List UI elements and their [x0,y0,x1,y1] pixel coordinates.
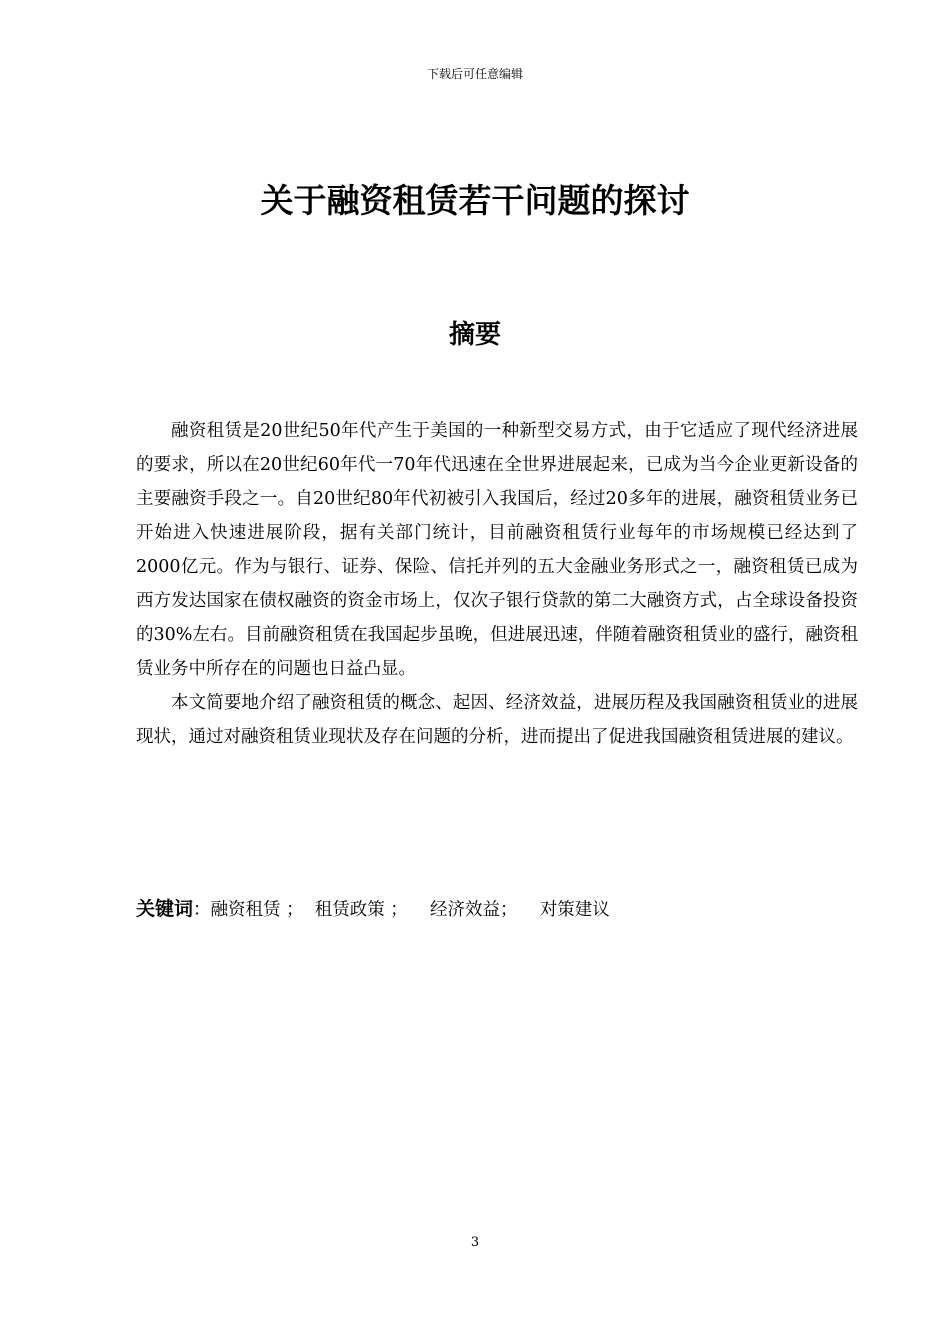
keyword-item: 对策建议 [539,900,610,920]
keyword-item: 融资租赁 [210,900,281,920]
keyword-separator: ； [500,900,540,920]
abstract-paragraph: 融资租赁是20世纪50年代产生于美国的一种新型交易方式，由于它适应了现代经济进展的要求，所以在20世纪60年代一70年代迅速在全世界进展起来，已成为当今企业更新设备的主要融资手段之一。自20世纪80年代初被引入我国后，经过20多年的进展，融资租赁业务已开始进入快速进展阶段，据有关部门统计，目前融资租赁行业每年的市场规模已经达到了2000亿元。作为与银行、证券、保险、信托并列的五大金融业务形式之一，融资租赁已成为西方发达国家在债权融资的资金市场上，仅次子银行贷款的第二大融资方式，占全球设备投资的30%左右。目前融资租赁在我国起步虽晚，但进展迅速，伴随着融资租赁业的盛行，融资租赁业务中所存在的问题也日益凸显。 [136,421,858,679]
abstract-body [136,414,858,754]
document-title: 关于融资租赁若干问题的探讨 [260,181,690,220]
keywords-line [136,892,858,927]
keywords-colon: ： [193,900,211,920]
abstract-heading: 摘要 [448,320,501,350]
page-number: 3 [470,1235,480,1250]
keyword-item: 经济效益 [430,900,501,920]
keywords-label: 关键词 [136,898,194,920]
keyword-item: 租赁政策 [314,900,385,920]
page-header: 下载后可任意编辑 [426,67,523,81]
keyword-separator: ； [384,900,431,920]
abstract-paragraph: 本文简要地介绍了融资租赁的概念、起因、经济效益，进展历程及我国融资租赁业的进展现状，通过对融资租赁业现状及存在问题的分析，进而提出了促进我国融资租赁进展的建议。 [136,693,858,747]
keyword-separator: ； [280,900,315,920]
